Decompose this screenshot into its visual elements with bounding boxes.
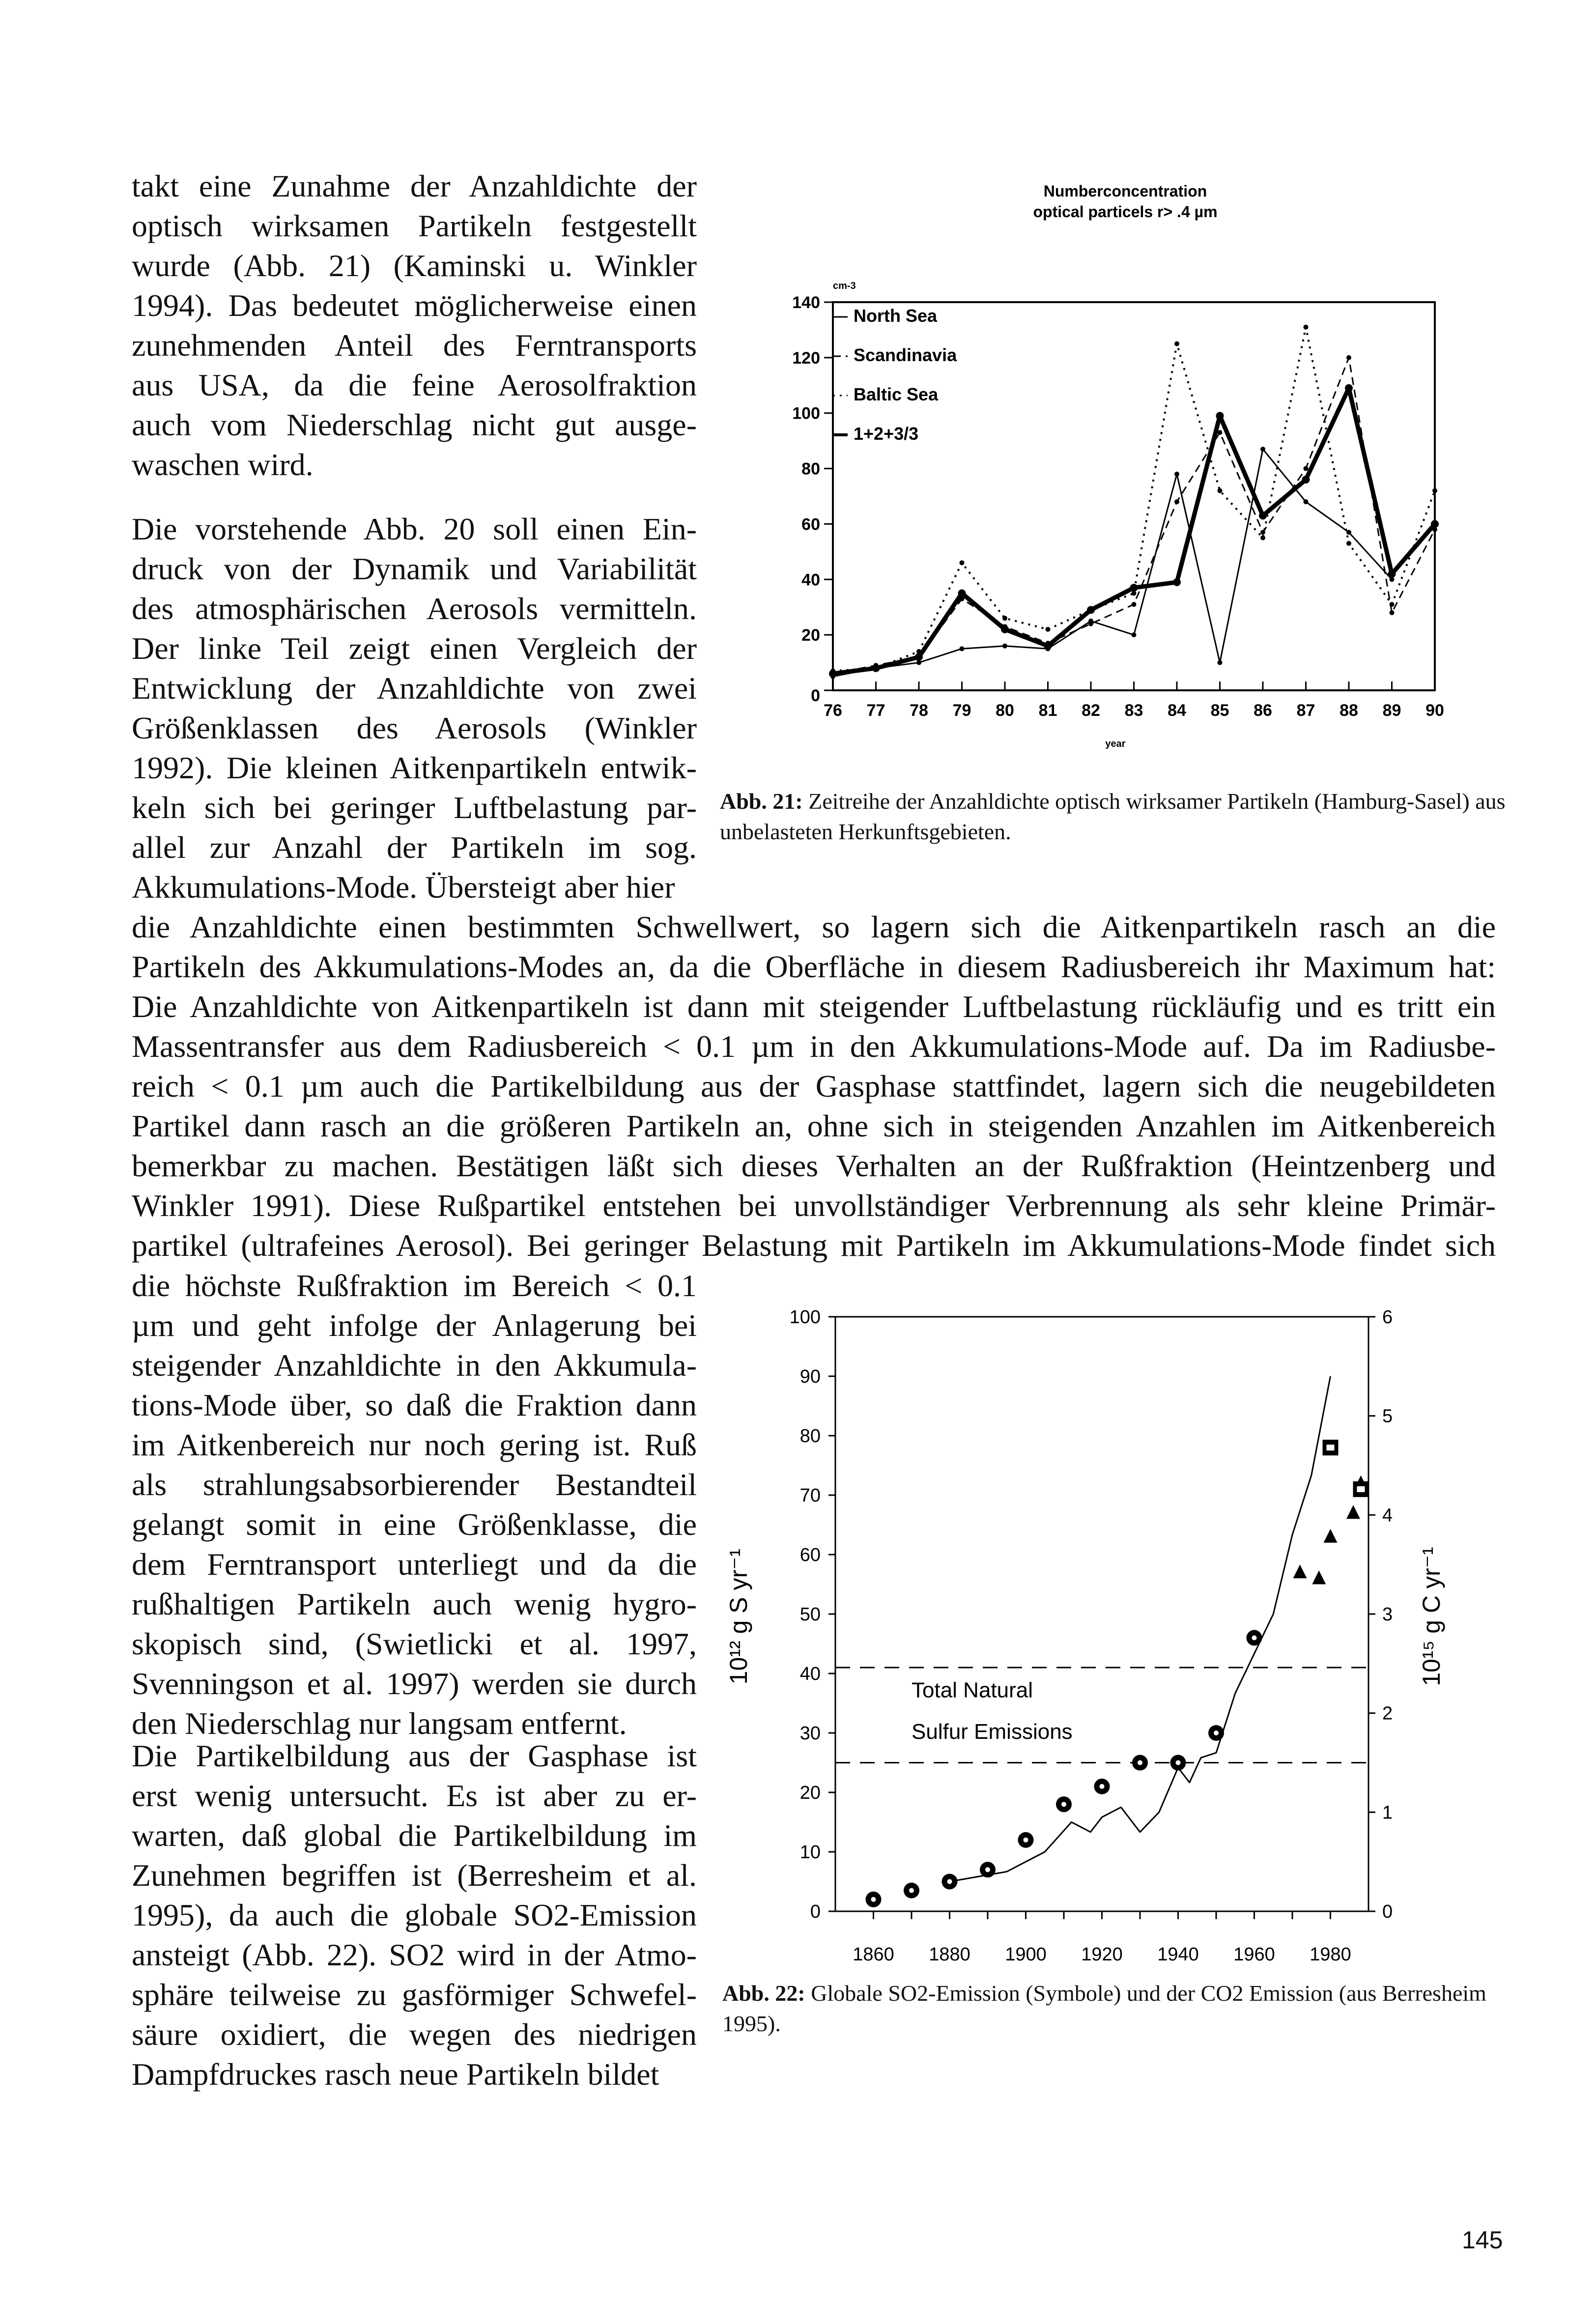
legend-label: Baltic Sea — [854, 384, 939, 404]
y2-tick-label: 6 — [1382, 1307, 1393, 1328]
y-tick-label: 20 — [801, 626, 820, 645]
text-line: erst wenig untersucht. Es ist aber zu er- — [132, 1778, 697, 1813]
text-line: skopisch sind, (Swietlicki et al. 1997, — [132, 1626, 697, 1661]
co2-curve — [950, 1376, 1331, 1882]
series-line-1-2-3-3 — [833, 388, 1435, 674]
y-tick-label: 0 — [810, 1901, 821, 1922]
so2-point-center — [1252, 1635, 1257, 1640]
paragraph-full-width — [132, 907, 1496, 1265]
text-line: takt eine Zunahme der Anzahldichte der — [132, 169, 697, 203]
paragraph-gas-phase — [132, 1736, 697, 2094]
so2-triangle — [1346, 1505, 1360, 1519]
x-tick-label: 1920 — [1081, 1944, 1123, 1965]
data-point — [1046, 627, 1051, 632]
text-line: im Aitkenbereich nur noch gering ist. Ruß — [132, 1427, 697, 1462]
paragraph-dynamics — [132, 509, 697, 907]
y-tick-label: 40 — [801, 570, 820, 590]
data-point — [1431, 520, 1439, 528]
data-point — [1390, 610, 1395, 615]
y2-tick-label: 4 — [1382, 1505, 1393, 1526]
text-line: 1995), da auch die globale SO2-Emission — [132, 1898, 697, 1932]
x-tick-label: 89 — [1382, 701, 1401, 720]
text-line: µm und geht infolge der Anlagerung bei — [132, 1308, 697, 1343]
data-point — [1388, 570, 1396, 578]
data-point — [1302, 476, 1310, 483]
data-point — [1132, 632, 1137, 637]
text-line: auch vom Niederschlag nicht gut ausge- — [132, 407, 697, 442]
so2-point-center — [1100, 1784, 1105, 1789]
text-line: Winkler 1991). Diese Rußpartikel entstehen bei unvollständiger Verbrennung als sehr kleine Primär- — [132, 1188, 1496, 1223]
text-line: allel zur Anzahl der Partikeln im sog. — [132, 830, 697, 865]
data-point — [1044, 642, 1052, 650]
text-line: Größenklassen des Aerosols (Winkler — [132, 710, 697, 745]
y-tick-label: 80 — [799, 1426, 821, 1446]
x-tick-label: 1900 — [1005, 1944, 1047, 1965]
data-point — [1346, 530, 1351, 535]
data-point — [1216, 412, 1224, 420]
figure-22-chart — [717, 1292, 1504, 1970]
text-line: des atmosphärischen Aerosols vermitteln. — [132, 591, 697, 626]
data-point — [1174, 499, 1179, 504]
text-line: partikel (ultrafeines Aerosol). Bei geringer Belastung mit Partikeln im Akkumulations-Mode findet sich — [132, 1228, 1496, 1263]
text-line: Dampfdruckes rasch neue Partikeln bildet — [132, 2057, 659, 2092]
text-line: die Anzahldichte einen bestimmten Schwellwert, so lagern sich die Aitkenpartikeln rasch an die — [132, 909, 1496, 944]
data-point — [1218, 660, 1223, 665]
y-tick-label: 20 — [799, 1783, 821, 1803]
data-point — [1088, 622, 1093, 626]
series-line-scandinavia — [833, 358, 1435, 674]
data-point — [1001, 625, 1009, 633]
so2-square-center — [1327, 1445, 1335, 1450]
so2-point-center — [1214, 1730, 1219, 1735]
so2-triangle — [1293, 1564, 1307, 1578]
text-line: Svenningson et al. 1997) werden sie durch — [132, 1666, 697, 1701]
x-tick-label: 85 — [1210, 701, 1229, 720]
x-tick-label: 1880 — [929, 1944, 970, 1965]
so2-square-center — [1357, 1486, 1365, 1492]
y-tick-label: 40 — [799, 1664, 821, 1684]
data-point — [960, 560, 965, 565]
y2-tick-label: 2 — [1382, 1703, 1393, 1724]
data-point — [1132, 602, 1137, 607]
text-line: rußhaltigen Partikeln auch wenig hygro- — [132, 1587, 697, 1621]
y2-tick-label: 0 — [1382, 1901, 1393, 1922]
text-line: waschen wird. — [132, 447, 314, 482]
text-line: als strahlungsabsorbierender Bestandteil — [132, 1467, 697, 1502]
text-line: Akkumulations-Mode. Übersteigt aber hier — [132, 870, 675, 905]
series-line-baltic-sea — [833, 327, 1435, 671]
x-tick-label: 87 — [1296, 701, 1315, 720]
text-line: Massentransfer aus dem Radiusbereich < 0.1 µm in den Akkumulations-Mode auf. Da im Radiusbe- — [132, 1029, 1496, 1064]
text-line: Partikeln des Akkumulations-Modes an, da die Oberfläche in diesem Radiusbereich ihr Maximum hat: — [132, 949, 1496, 984]
y-tick-label: 80 — [801, 459, 820, 479]
x-tick-label: 1860 — [853, 1944, 894, 1965]
y-tick-label: 90 — [799, 1366, 821, 1387]
text-line: 1994). Das bedeutet möglicherweise einen — [132, 288, 697, 323]
figure-21-chart — [757, 177, 1523, 766]
data-point — [829, 670, 837, 678]
text-line: ansteigt (Abb. 22). SO2 wird in der Atmo- — [132, 1937, 697, 1972]
data-point — [872, 664, 880, 672]
x-tick-label: 77 — [866, 701, 885, 720]
so2-point-center — [909, 1888, 914, 1893]
text-line: aus USA, da die feine Aerosolfraktion — [132, 368, 697, 402]
text-line: Partikel dann rasch an die größeren Partikeln an, ohne sich in steigenden Anzahlen im Aitkenbereich — [132, 1108, 1496, 1143]
figure-21-caption — [720, 786, 1506, 847]
paragraph-intro — [132, 166, 697, 484]
text-line: reich < 0.1 µm auch die Partikelbildung aus der Gasphase stattfindet, lagern sich die neugebildeten — [132, 1069, 1496, 1104]
x-tick-label: 76 — [824, 701, 842, 720]
page-number: 145 — [1462, 2226, 1503, 2254]
paragraph-soot — [132, 1266, 697, 1743]
text-line: gelangt somit in eine Größenklasse, die — [132, 1507, 697, 1542]
legend-label: Scandinavia — [854, 345, 957, 365]
y-tick-label: 50 — [799, 1604, 821, 1625]
so2-point-center — [1024, 1838, 1028, 1843]
figure-22-caption — [722, 1978, 1509, 2039]
x-tick-label: 1980 — [1310, 1944, 1351, 1965]
y-tick-label: 30 — [799, 1723, 821, 1744]
figure-21-caption-text: Zeitreihe der Anzahldichte optisch wirksamer Partikeln (Hamburg-Sasel) aus unbelasteten Herkunftsgebieten. — [720, 789, 1506, 844]
data-point — [1346, 541, 1351, 546]
text-line: wurde (Abb. 21) (Kaminski u. Winkler — [132, 248, 697, 283]
data-point — [1345, 384, 1353, 392]
text-line: optisch wirksamen Partikeln festgestellt — [132, 208, 697, 243]
so2-triangle — [1324, 1529, 1338, 1543]
x-tick-label: 80 — [996, 701, 1014, 720]
y2-tick-label: 3 — [1382, 1604, 1393, 1625]
so2-point-center — [1176, 1760, 1181, 1765]
y-tick-label: 140 — [792, 293, 820, 312]
x-tick-label: 82 — [1082, 701, 1100, 720]
data-point — [1304, 499, 1309, 504]
chart-subtitle: optical particels r> .4 µm — [1033, 203, 1218, 221]
y-tick-label: 100 — [789, 1307, 821, 1328]
legend-label: 1+2+3/3 — [854, 424, 919, 444]
text-line: druck von der Dynamik und Variabilität — [132, 551, 697, 586]
data-point — [1260, 447, 1265, 452]
text-line: bemerkbar zu machen. Bestätigen läßt sich dieses Verhalten an der Rußfraktion (Heintzenberg und — [132, 1148, 1496, 1183]
data-point — [1087, 606, 1095, 614]
data-point — [915, 653, 923, 661]
figure-22-caption-text: Globale SO2-Emission (Symbole) und der CO2 Emission (aus Berresheim 1995). — [722, 1981, 1486, 2036]
text-line: tions-Mode über, so daß die Fraktion dann — [132, 1388, 697, 1422]
data-point — [1173, 578, 1181, 586]
so2-point-center — [947, 1879, 952, 1884]
figure-22-caption-label: Abb. 22: — [722, 1981, 805, 2006]
y-tick-label: 100 — [792, 404, 820, 423]
y-tick-label: 70 — [799, 1485, 821, 1506]
data-point — [958, 590, 966, 597]
text-line: sphäre teilweise zu gasförmiger Schwefel- — [132, 1977, 697, 2012]
data-point — [1174, 341, 1179, 346]
data-point — [1218, 488, 1223, 493]
text-line: keln sich bei geringer Luftbelastung par- — [132, 790, 697, 825]
x-tick-label: 90 — [1425, 701, 1444, 720]
so2-triangle — [1312, 1570, 1326, 1584]
legend-label: North Sea — [854, 306, 938, 326]
data-point — [1259, 512, 1267, 520]
data-point — [1304, 325, 1309, 330]
data-point — [1432, 488, 1437, 493]
text-line: Die Partikelbildung aus der Gasphase ist — [132, 1738, 697, 1773]
y2-tick-label: 1 — [1382, 1802, 1393, 1823]
data-point — [1346, 355, 1351, 360]
text-line: 1992). Die kleinen Aitkenpartikeln entwik- — [132, 750, 697, 785]
text-line: Zunehmen begriffen ist (Berresheim et al. — [132, 1858, 697, 1893]
text-line: warten, daß global die Partikelbildung im — [132, 1818, 697, 1853]
data-point — [1002, 644, 1007, 649]
series-line-north-sea — [833, 449, 1392, 677]
text-line: Die Anzahldichte von Aitkenpartikeln ist dann mit steigender Luftbelastung rückläufig und es tritt ein — [132, 989, 1496, 1024]
so2-point-center — [1138, 1760, 1142, 1765]
so2-point-center — [985, 1867, 990, 1872]
x-tick-label: 78 — [910, 701, 928, 720]
text-line: die höchste Rußfraktion im Bereich < 0.1 — [132, 1268, 697, 1303]
data-point — [1174, 472, 1179, 477]
y2-tick-label: 5 — [1382, 1406, 1393, 1427]
so2-point-center — [1061, 1802, 1066, 1807]
annotation-line-1: Total Natural — [912, 1678, 1033, 1702]
text-line: Die vorstehende Abb. 20 soll einen Ein- — [132, 511, 697, 546]
chart-title: Numberconcentration — [1043, 182, 1207, 200]
text-line: steigender Anzahldichte in den Akkumula- — [132, 1348, 697, 1383]
x-tick-label: 1940 — [1157, 1944, 1199, 1965]
y-tick-label: 60 — [799, 1545, 821, 1565]
text-line: Entwicklung der Anzahldichte von zwei — [132, 671, 697, 706]
x-tick-label: 1960 — [1233, 1944, 1275, 1965]
x-tick-label: 84 — [1168, 701, 1186, 720]
data-point — [1390, 602, 1395, 607]
x-axis-label: year — [1105, 738, 1126, 749]
y-axis-label: 10¹² g S yr⁻¹ — [725, 1548, 752, 1685]
x-tick-label: 88 — [1340, 701, 1358, 720]
data-point — [1130, 584, 1138, 592]
y-tick-label: 60 — [801, 515, 820, 534]
data-point — [1002, 616, 1007, 621]
data-point — [960, 646, 965, 651]
text-line: den Niederschlag nur langsam entfernt. — [132, 1706, 627, 1741]
text-line: Der linke Teil zeigt einen Vergleich der — [132, 631, 697, 666]
x-tick-label: 86 — [1254, 701, 1272, 720]
x-tick-label: 83 — [1124, 701, 1143, 720]
text-line: säure oxidiert, die wegen des niedrigen — [132, 2017, 697, 2052]
text-line: dem Ferntransport unterliegt und da die — [132, 1547, 697, 1582]
annotation-line-2: Sulfur Emissions — [912, 1720, 1073, 1744]
data-point — [1304, 466, 1309, 471]
so2-point-center — [871, 1897, 876, 1902]
y-axis-unit: cm-3 — [833, 281, 856, 291]
y-tick-label: 0 — [811, 686, 820, 705]
figure-21-caption-label: Abb. 21: — [720, 789, 803, 814]
y-tick-label: 120 — [792, 348, 820, 368]
text-line: zunehmenden Anteil des Ferntransports — [132, 328, 697, 363]
data-point — [1260, 536, 1265, 540]
x-tick-label: 81 — [1038, 701, 1057, 720]
y2-axis-label: 10¹⁵ g C yr⁻¹ — [1418, 1547, 1445, 1686]
y-tick-label: 10 — [799, 1842, 821, 1863]
x-tick-label: 79 — [952, 701, 971, 720]
data-point — [1260, 530, 1265, 535]
